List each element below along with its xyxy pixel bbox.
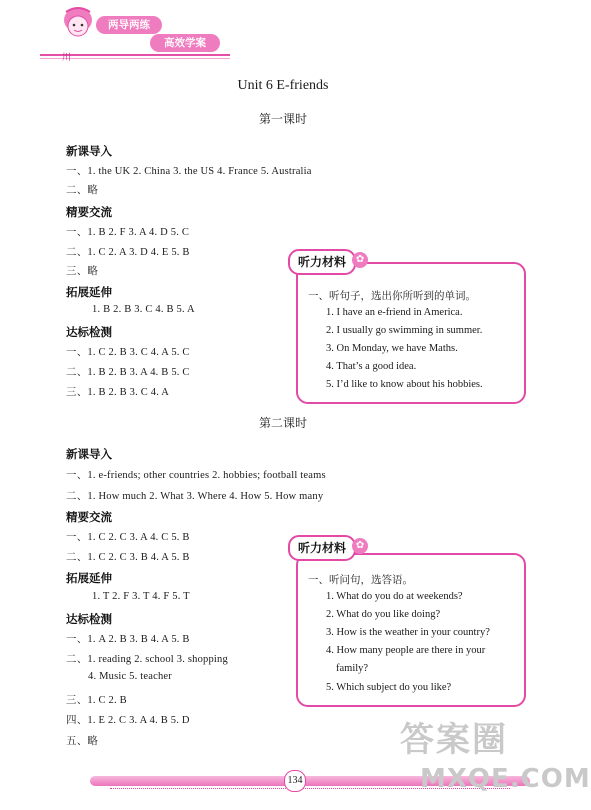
page-number: 134 bbox=[284, 770, 306, 792]
answer-line: 二、1. B 2. B 3. A 4. B 5. C bbox=[66, 367, 190, 378]
watermark-line1: 答案圈 bbox=[400, 720, 508, 760]
lesson1-heading: 第一课时 bbox=[258, 112, 307, 126]
answer-line: 一、1. B 2. F 3. A 4. D 5. C bbox=[66, 227, 190, 238]
answer-line: 1. B 2. B 3. C 4. B 5. A bbox=[92, 304, 195, 315]
lesson1-section-heading: 达标检测 bbox=[66, 325, 112, 339]
answer-line: 三、1. B 2. B 3. C 4. A bbox=[66, 387, 170, 398]
cartoon-girl-icon bbox=[58, 4, 98, 52]
lesson1-section-heading: 新课导入 bbox=[66, 144, 112, 158]
listening-line: 1. I have an e-friend in America. bbox=[326, 307, 463, 318]
lesson2-section-heading: 拓展延伸 bbox=[66, 571, 112, 585]
answer-line: 4. Music 5. teacher bbox=[88, 671, 172, 682]
header-label-bottom: 高效学案 bbox=[150, 34, 220, 52]
answer-line: 二、1. How much 2. What 3. Where 4. How 5. How many bbox=[66, 491, 324, 502]
answer-line: 四、1. E 2. C 3. A 4. B 5. D bbox=[66, 715, 190, 726]
answer-line: 一、1. C 2. C 3. A 4. C 5. B bbox=[66, 532, 190, 543]
listening-line: 4. That’s a good idea. bbox=[326, 361, 417, 372]
answer-line: 二、1. C 2. A 3. D 4. E 5. B bbox=[66, 247, 190, 258]
answer-line: 二、1. C 2. C 3. B 4. A 5. B bbox=[66, 552, 190, 563]
lesson1-section-heading: 拓展延伸 bbox=[66, 285, 112, 299]
listening-line: 4. How many people are there in your bbox=[326, 645, 486, 656]
answer-line: 一、1. C 2. B 3. C 4. A 5. C bbox=[66, 347, 190, 358]
listening-line: 一、听句子，选出你所听到的单词。 bbox=[308, 291, 476, 302]
lesson1-section-heading: 精要交流 bbox=[66, 205, 112, 219]
lesson2-section-heading: 精要交流 bbox=[66, 510, 112, 524]
answer-line: 一、1. A 2. B 3. B 4. A 5. B bbox=[66, 634, 190, 645]
listening-tab-label: 听力材料 bbox=[298, 541, 347, 555]
listening-line: 3. On Monday, we have Maths. bbox=[326, 343, 458, 354]
lesson2-section-heading: 达标检测 bbox=[66, 612, 112, 626]
listening-line: family? bbox=[336, 663, 369, 674]
answer-line: 一、1. e-friends; other countries 2. hobbies; football teams bbox=[66, 470, 326, 481]
header-label-top: 两导两练 bbox=[96, 16, 162, 34]
listening-line: 3. How is the weather in your country? bbox=[326, 627, 490, 638]
lesson2-section-heading: 新课导入 bbox=[66, 447, 112, 461]
watermark-line2: MXQE.COM bbox=[420, 764, 591, 794]
answer-line: 二、略 bbox=[66, 185, 99, 196]
answer-line: 一、1. the UK 2. China 3. the US 4. France 5. Australia bbox=[66, 166, 312, 177]
answer-line: 1. T 2. F 3. T 4. F 5. T bbox=[92, 591, 190, 602]
listening-tab-label: 听力材料 bbox=[298, 255, 347, 269]
listening-line: 2. I usually go swimming in summer. bbox=[326, 325, 483, 336]
listening-line: 2. What do you like doing? bbox=[326, 609, 441, 620]
answer-line: 三、略 bbox=[66, 266, 99, 277]
lesson2-heading: 第二课时 bbox=[258, 416, 307, 430]
watermark bbox=[400, 712, 591, 802]
answer-line: 二、1. reading 2. school 3. shopping bbox=[66, 654, 228, 665]
listening-tab-1 bbox=[288, 249, 365, 275]
listening-line: 一、听问句，选答语。 bbox=[308, 575, 413, 586]
listening-line: 5. Which subject do you like? bbox=[326, 682, 452, 693]
answer-line: 三、1. C 2. B bbox=[66, 695, 127, 706]
header-tag: 川 bbox=[62, 53, 72, 63]
listening-tab-2 bbox=[288, 535, 365, 561]
flower-icon: ✿ bbox=[352, 252, 368, 268]
flower-icon: ✿ bbox=[352, 538, 368, 554]
listening-line: 1. What do you do at weekends? bbox=[326, 591, 463, 602]
answer-line: 五、略 bbox=[66, 736, 99, 747]
page-title: Unit 6 E-friends bbox=[237, 78, 329, 93]
listening-line: 5. I’d like to know about his hobbies. bbox=[326, 379, 483, 390]
